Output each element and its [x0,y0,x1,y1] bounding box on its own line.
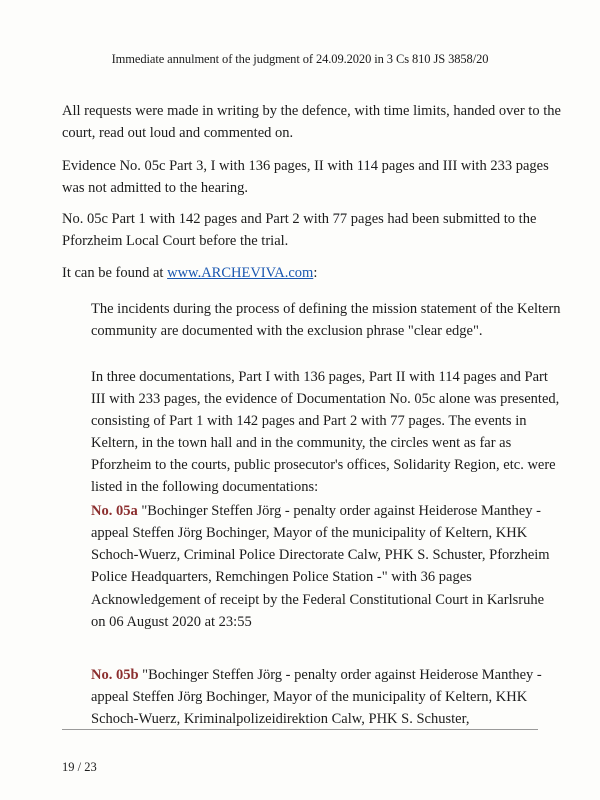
paragraph-found-at [62,262,562,284]
page-header: Immediate annulment of the judgment of 24.09.2020 in 3 Cs 810 JS 3858/20 [111,52,489,66]
acknowledgement-text: Acknowledgement of receipt by the Federal Constitutional Court in Karlsruhe on 06 August 2020 at 23:55 [91,592,545,630]
footer-divider [62,729,538,730]
found-at-suffix: : [313,265,318,281]
paragraph-evidence [62,155,562,199]
paragraph-requests [62,100,562,144]
doc-entry-05a [91,500,561,588]
doc-description-05a: "Bochinger Steffen Jörg - penalty order against Heiderose Manthey - appeal Steffen Jörg Bochinger, Mayor of the municipality of Keltern, KHK Schoch-Wuerz, Criminal Police Directorate Calw, PHK S. Schuster, Pforzheim Police Headquarters, Remchingen Police Station -" with 36 pages [91,503,550,585]
quote-text: The incidents during the process of defining the mission statement of the Keltern community are documented with the exclusion phrase "clear edge". [91,301,561,339]
quote-documentations [91,366,561,498]
acknowledgement [91,589,561,633]
archeviva-link[interactable]: www.ARCHEVIVA.com [167,265,314,281]
paragraph-text: All requests were made in writing by the defence, with time limits, handed over to the court, read out loud and commented on. [62,103,561,141]
page-number: 19 / 23 [62,760,97,774]
quote-incidents [91,298,561,342]
quote-text: In three documentations, Part I with 136 pages, Part II with 114 pages and Part III with 233 pages, the evidence of Documentation No. 05c alone was presented, consisting of Part 1 with 142 pages and Part 2 with 77 pages. The events in Keltern, in the town hall and in the community, the circles went as far as Pforzheim to the courts, public prosecutor's offices, Solidarity Region, etc. were listed in the following documentations: [91,369,560,495]
paragraph-text: Evidence No. 05c Part 3, I with 136 pages, II with 114 pages and III with 233 pages was not admitted to the hearing. [62,158,549,196]
doc-number-05b: No. 05b [91,667,139,683]
paragraph-text: No. 05c Part 1 with 142 pages and Part 2 with 77 pages had been submitted to the Pforzheim Local Court before the trial. [62,211,537,249]
doc-description-05b: "Bochinger Steffen Jörg - penalty order against Heiderose Manthey - appeal Steffen Jörg Bochinger, Mayor of the municipality of Keltern, KHK Schoch-Wuerz, Kriminalpolizeidirektion Calw, PHK S. Schuster, [91,667,542,727]
found-at-prefix: It can be found at [62,265,168,281]
paragraph-submitted [62,208,562,252]
doc-entry-05b [91,664,561,730]
doc-number-05a: No. 05a [91,503,138,519]
